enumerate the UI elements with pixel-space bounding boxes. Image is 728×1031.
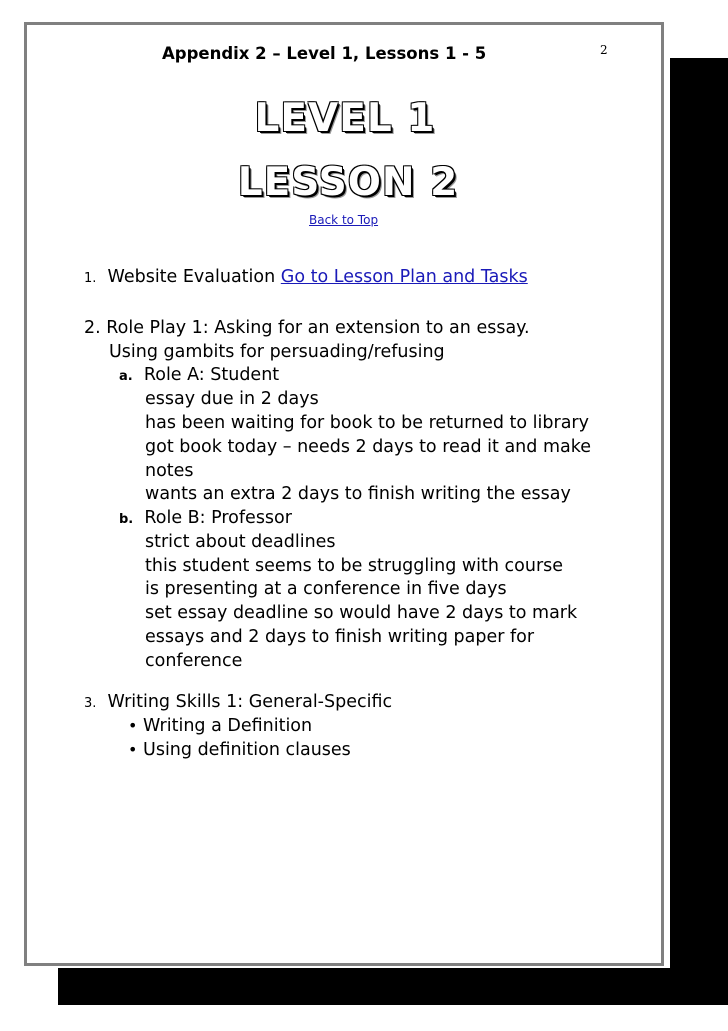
lesson-plan-link[interactable]: Go to Lesson Plan and Tasks [280,267,528,287]
lesson-title: LESSON 2 [237,160,459,205]
role-label: b. [119,512,134,527]
item-number: 3. [84,696,97,711]
item-2 [84,316,530,340]
role-b-line: set essay deadline so would have 2 days to mark [145,603,578,623]
role-b-line: conference [145,651,243,671]
bullet-text: Using definition clauses [143,740,351,760]
role-a-line: notes [145,461,194,481]
role-a-line: got book today – needs 2 days to read it and make [145,437,591,457]
bullet-item [128,714,312,738]
role-a-line: wants an extra 2 days to finish writing the essay [145,484,571,504]
page-shadow-bottom [58,968,728,1005]
role-b-line: strict about deadlines [145,532,336,552]
item-1 [84,265,528,291]
item-3 [84,690,392,716]
back-to-top-link[interactable]: Back to Top [309,213,379,227]
role-b-line: essays and 2 days to finish writing paper for [145,627,535,647]
bullet-item [128,738,351,762]
item-text: Writing Skills 1: General-Specific [107,692,393,712]
item-text: Role Play 1: Asking for an extension to an essay. [106,318,530,338]
role-a-line: essay due in 2 days [145,389,319,409]
page-header: Appendix 2 – Level 1, Lessons 1 - 5 [162,44,487,63]
role-a [119,363,279,389]
page-number: 2 [600,43,608,57]
bullet-icon: • [128,716,138,735]
role-title: Role B: Professor [144,508,292,528]
item-2-subtitle: Using gambits for persuading/refusing [109,342,445,362]
role-a-line: has been waiting for book to be returned to library [145,413,589,433]
role-title: Role A: Student [143,365,280,385]
role-b-line: this student seems to be struggling with course [145,556,564,576]
bullet-text: Writing a Definition [143,716,313,736]
role-label: a. [119,369,133,384]
role-b [119,506,292,532]
item-text: Website Evaluation [107,267,276,287]
bullet-icon: • [128,740,138,759]
item-number: 2. [84,318,101,338]
role-b-line: is presenting at a conference in five days [145,579,507,599]
level-title: LEVEL 1 [254,96,436,141]
item-number: 1. [84,271,97,286]
